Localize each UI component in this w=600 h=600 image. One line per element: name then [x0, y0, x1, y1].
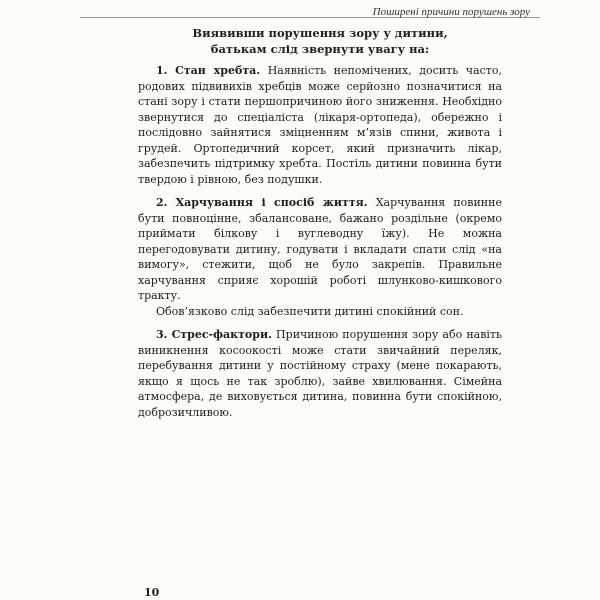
page-number: 10 [144, 586, 160, 599]
section-stress [138, 327, 502, 420]
section-number: 2. [156, 196, 168, 209]
page-content [138, 26, 502, 420]
section-title: Стрес-фактори. [171, 328, 272, 341]
heading-line-2: батькам слід звернути увагу на: [210, 41, 430, 56]
section-text: Наявність непомічених, досить часто, родових підвивихів хребців може серйозно позначитися на стані зору і стати першопричиною його зниження. Необхідно звернутися до спеціаліста (лікаря-ортопеда), обережно і послідовно зайнятися зміцненням м’язів спини, живота і грудей. Ортопедичний корсет, який призначить лікар, забезпечить підтримку хребта. Постіль дитини повинна бути твердою і рівною, без подушки. [138, 64, 503, 186]
heading-line-1: Виявивши порушення зору у дитини, [192, 26, 448, 40]
section-nutrition [138, 195, 502, 304]
section-number: 3. [156, 328, 168, 341]
section-text: Причиною порушення зору або навіть виникнення косоокості може стати звичайний переляк, перебування дитини у постійному страху (мене покарають, якщо я щось не так зроблю), зайве хвилювання. Сімейна атмосфера, де виховується дитина, повинна бути спокійною, доброзичливою. [138, 328, 502, 419]
section-title: Харчування і спосіб життя. [175, 196, 368, 209]
section-heading [138, 26, 502, 57]
section-number: 1. [156, 64, 168, 77]
section-nutrition-extra: Обов’язково слід забезпечити дитині спокійний сон. [156, 304, 464, 318]
section-spine [138, 63, 502, 187]
running-header-title: Поширені причини порушень зору [372, 6, 530, 18]
section-text: Харчування повинне бути повноцінне, збалансоване, бажано роздільне (окремо приймати білкову і вуглеводну їжу). Не можна перегодовувати дитину, годувати і вкладати спати слід «на вимогу», стежити, щоб не було закрепів. Правильне харчування сприяє хорошій роботі шлунково-кишкового тракту. [138, 196, 502, 302]
section-title: Стан хребта. [175, 64, 261, 77]
running-header [80, 0, 540, 18]
